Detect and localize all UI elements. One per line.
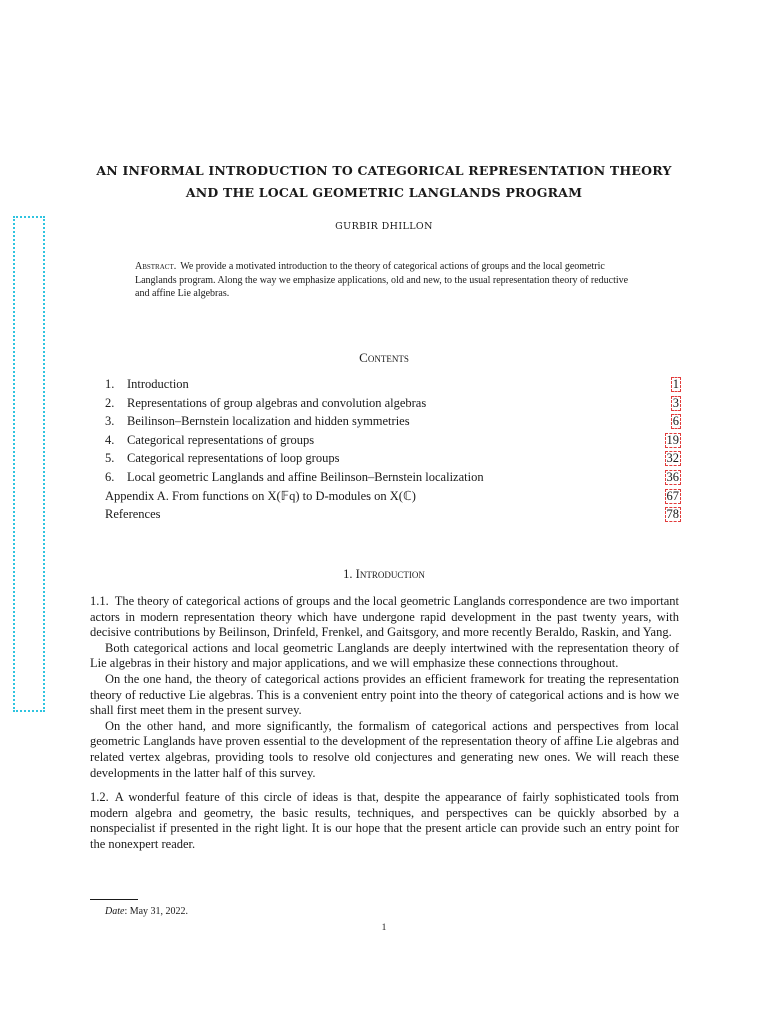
paragraph-text: The theory of categorical actions of groups and the local geometric Langlands correspondence are two important actors in modern representation theory which have undergone rapid development in the past twenty years, with decisive contributions by Beilinson, Drinfeld, Frenkel, and Gaitsgory, and more recently Beraldo, Raskin, and Yang. xyxy=(90,594,679,640)
date-footnote xyxy=(105,906,188,917)
toc-entry[interactable] xyxy=(105,412,680,431)
toc-page-link[interactable]: 6 xyxy=(672,414,679,429)
toc-entry[interactable] xyxy=(105,431,680,450)
abstract xyxy=(135,260,635,301)
toc-entry-number: 6. xyxy=(105,469,115,484)
paragraph-text: On the one hand, the theory of categorical actions provides an efficient framework for treating the representation theory of reductive Lie algebras. This is a convenient entry point into the theory of categorical actions and is how we shall first meet them in the present survey. xyxy=(90,671,679,718)
footnote-text: : May 31, 2022. xyxy=(124,906,189,917)
section-body xyxy=(90,594,679,853)
toc-entry-title[interactable]: Introduction xyxy=(127,377,189,391)
toc-entry-number: 2. xyxy=(105,395,115,410)
paragraph xyxy=(90,790,679,852)
page-number: 1 xyxy=(381,923,387,933)
toc-page-link[interactable]: 1 xyxy=(672,377,679,391)
paragraph-text: Both categorical actions and local geometric Langlands are deeply intertwined with the representation theory of Lie algebras in their history and major applications, and we will emphasize these connections throughout. xyxy=(90,640,679,671)
toc-entry-title[interactable]: Beilinson–Bernstein localization and hidden symmetries xyxy=(127,414,410,429)
toc-page-link[interactable]: 78 xyxy=(666,507,679,522)
toc-entry-title[interactable]: Local geometric Langlands and affine Beilinson–Bernstein localization xyxy=(127,469,484,484)
toc-entry-title[interactable]: References xyxy=(105,507,161,522)
toc-entry-number: 4. xyxy=(105,432,115,447)
paragraph-text: A wonderful feature of this circle of ideas is that, despite the appearance of fairly sophisticated tools from modern algebra and geometry, the basic results, techniques, and perspectives can be quickly absorbed by a nonspecialist if presented in the right light. It is our hope that the present article can provide such an entry point for the nonexpert reader. xyxy=(90,790,679,851)
toc-page-link[interactable]: 67 xyxy=(666,488,679,503)
abstract-text: We provide a motivated introduction to the theory of categorical actions of groups and the local geometric Langlands program. Along the way we emphasize applications, old and new, to the usual representation theory of reductive and affine Lie algebras. xyxy=(135,261,629,299)
title-line-2: AND THE LOCAL GEOMETRIC LANGLANDS PROGRAM xyxy=(185,185,583,200)
paragraph xyxy=(90,641,679,672)
contents-heading: Contents xyxy=(359,350,409,365)
footnote-label: Date xyxy=(105,906,125,917)
paragraph xyxy=(90,594,679,641)
toc-entry-title[interactable]: Categorical representations of loop groups xyxy=(127,451,340,466)
toc-entry-appendix[interactable] xyxy=(105,487,680,506)
section-heading: 1. Introduction xyxy=(343,567,425,581)
toc-page-link[interactable]: 3 xyxy=(672,395,679,410)
author-name: GURBIR DHILLON xyxy=(335,221,433,232)
toc-entry[interactable] xyxy=(105,449,680,468)
footnote-rule xyxy=(90,899,138,900)
toc-entry-title[interactable]: Appendix A. From functions on X(𝔽q) to D-modules on X(ℂ) xyxy=(105,488,416,503)
paragraph xyxy=(90,719,679,781)
title-line-1: AN INFORMAL INTRODUCTION TO CATEGORICAL REPRESENTATION THEORY xyxy=(96,163,672,178)
toc-entry-number: 1. xyxy=(105,377,115,391)
toc-entry[interactable] xyxy=(105,394,680,413)
toc-entry[interactable] xyxy=(105,468,680,487)
toc-entry-title[interactable]: Categorical representations of groups xyxy=(127,432,315,447)
toc-page-link[interactable]: 36 xyxy=(666,469,679,484)
table-of-contents xyxy=(105,375,680,524)
toc-entry-number: 3. xyxy=(105,414,115,429)
paragraph-label: 1.2. xyxy=(90,790,109,805)
abstract-label: Abstract. xyxy=(135,261,177,272)
paragraph-text: On the other hand, and more significantly, the formalism of categorical actions and perspectives from local geometric Langlands have proven essential to the development of the representation theory of affine Lie algebras and related vertex algebras, providing tools to resolve old conjectures and generating new ones. We will reach these developments in the latter half of this survey. xyxy=(90,718,679,780)
paragraph-label: 1.1. xyxy=(90,594,109,608)
citation-link-box[interactable] xyxy=(13,216,45,712)
paragraph xyxy=(90,672,679,719)
toc-page-link[interactable]: 32 xyxy=(666,451,679,466)
toc-entry-title[interactable]: Representations of group algebras and convolution algebras xyxy=(127,395,427,410)
toc-page-link[interactable]: 19 xyxy=(666,432,679,447)
paper-title xyxy=(60,160,708,204)
toc-entry-references[interactable] xyxy=(105,505,680,524)
toc-entry-number: 5. xyxy=(105,451,115,466)
toc-entry[interactable] xyxy=(105,375,680,394)
